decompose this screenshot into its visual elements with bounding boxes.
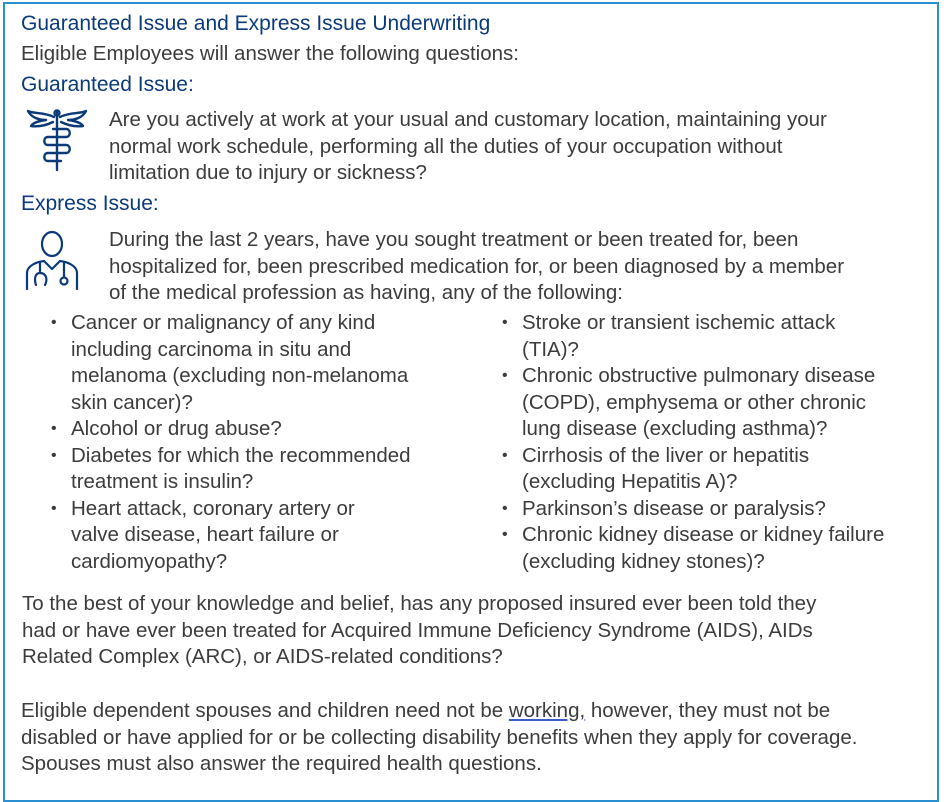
document-title: Guaranteed Issue and Express Issue Underwriting — [21, 12, 491, 35]
list-item: • Cancer or malignancy of any kind including carcinoma in situ and melanoma (excluding non-melanoma skin cancer)? — [51, 310, 471, 416]
dependents-note-start: Eligible dependent spouses and children need not be — [21, 699, 509, 722]
list-item: • Heart attack, coronary artery or valve disease, heart failure or cardiomyopathy? — [51, 496, 471, 576]
guaranteed-question-line-1: Are you actively at work at your usual and customary location, maintaining your — [109, 108, 827, 131]
dependents-note-line-3: Spouses must also answer the required health questions. — [21, 752, 542, 775]
dependents-note-end: however, they must not be — [585, 699, 831, 722]
express-question-line-1: During the last 2 years, have you sought treatment or been treated for, been — [109, 228, 799, 251]
conditions-list-left — [51, 310, 471, 575]
list-item: • Cirrhosis of the liver or hepatitis (excluding Hepatitis A)? — [502, 443, 932, 496]
list-item: • Diabetes for which the recommended treatment is insulin? — [51, 443, 471, 496]
express-issue-heading: Express Issue: — [21, 192, 159, 215]
guaranteed-question-line-3: limitation due to injury or sickness? — [109, 161, 427, 184]
aids-question: To the best of your knowledge and belief, has any proposed insured ever been told they had or have ever been treated for Acquired Immune Deficiency Syndrome (AIDS), AIDs Related Complex (ARC), or AIDS-related conditions? — [22, 592, 817, 668]
list-item: • Stroke or transient ischemic attack (TIA)? — [502, 310, 932, 363]
guaranteed-issue-heading: Guaranteed Issue: — [21, 73, 194, 96]
express-question-line-3: of the medical profession as having, any of the following: — [109, 281, 623, 304]
caduceus-icon — [26, 108, 88, 172]
doctor-icon — [24, 229, 80, 293]
dependents-note-line-2: disabled or have applied for or be collecting disability benefits when they apply for coverage. — [21, 725, 858, 749]
conditions-list-right — [502, 310, 932, 575]
guaranteed-question-line-2: normal work schedule, performing all the duties of your occupation without — [109, 134, 783, 158]
working-link: working, — [508, 699, 586, 722]
intro-text: Eligible Employees will answer the following questions: — [21, 42, 519, 65]
express-question-line-2: hospitalized for, been prescribed medication for, or been diagnosed by a member — [109, 254, 845, 278]
list-item: • Chronic kidney disease or kidney failure (excluding kidney stones)? — [502, 522, 932, 575]
list-item: • Chronic obstructive pulmonary disease (COPD), emphysema or other chronic lung disease (excluding asthma)? — [502, 363, 932, 443]
dependents-note — [21, 698, 936, 778]
list-item: • Parkinson’s disease or paralysis? — [502, 496, 932, 523]
list-item: • Alcohol or drug abuse? — [51, 416, 471, 443]
